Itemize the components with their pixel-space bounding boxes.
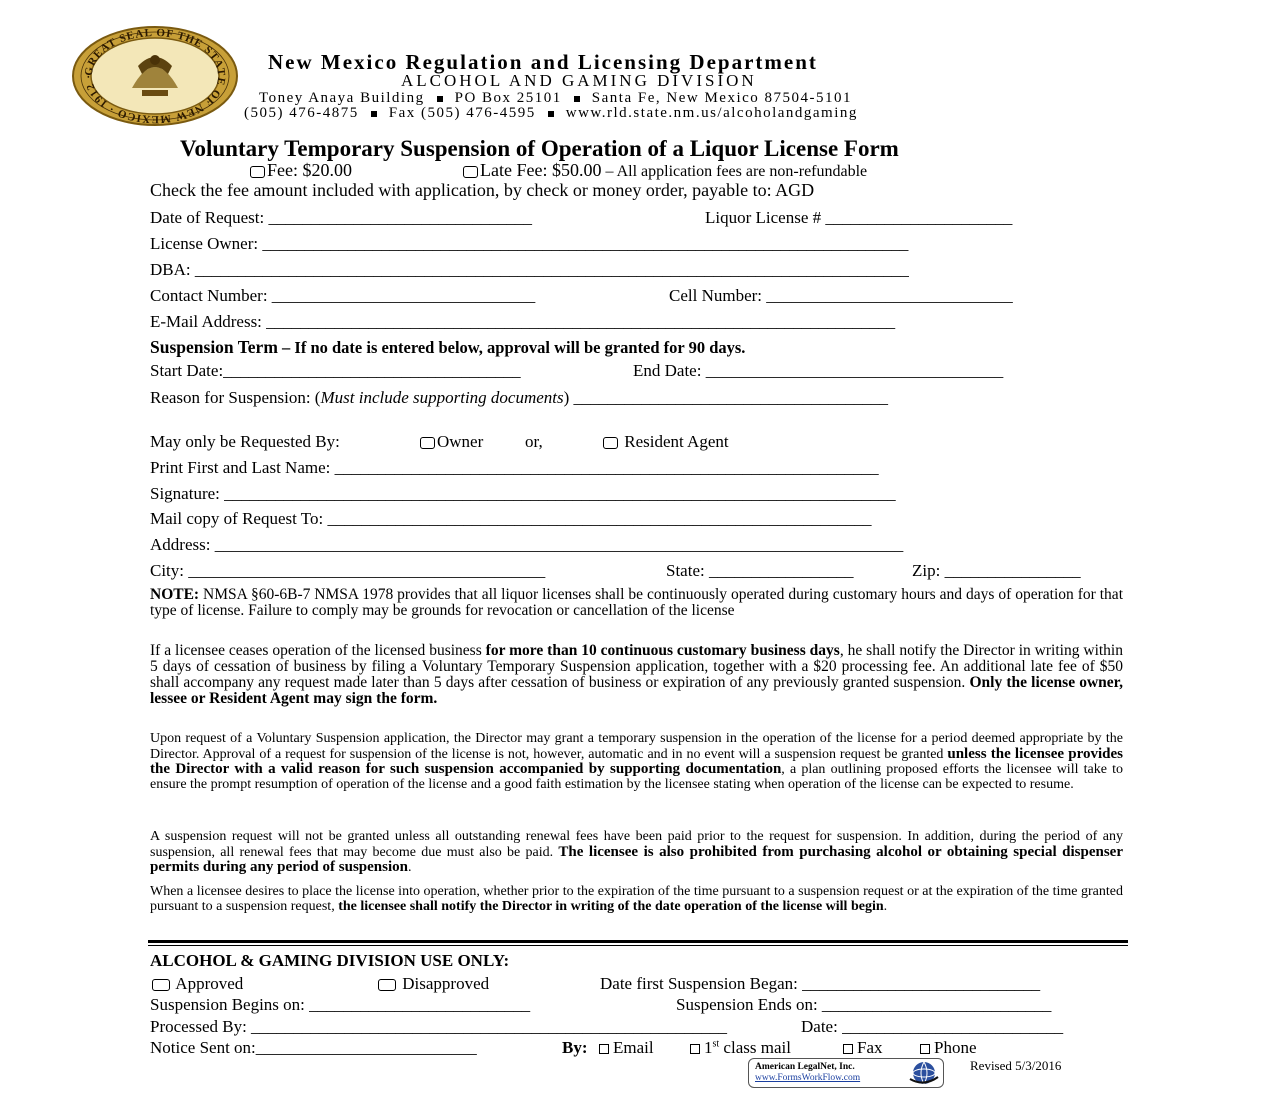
end-date-field[interactable]: End Date: ___________________________________ xyxy=(633,361,1004,380)
section-divider-thin xyxy=(148,945,1128,946)
fee-option[interactable]: Fee: $20.00 xyxy=(250,160,352,181)
dba-field[interactable]: DBA: ____________________________________________________________________________________ xyxy=(150,260,909,279)
address-field[interactable]: Address: _________________________________________________________________________________ xyxy=(150,535,904,554)
disapproved-checkbox[interactable] xyxy=(378,979,396,991)
phone-option[interactable]: Phone xyxy=(920,1038,977,1058)
late-fee-checkbox[interactable] xyxy=(463,166,478,178)
notice-method: By: xyxy=(562,1038,588,1057)
division-name: ALCOHOL AND GAMING DIVISION xyxy=(401,71,757,90)
renewal-fees-paragraph: A suspension request will not be granted unless all outstanding renewal fees have been paid prior to the request for suspension. In addition, during the period of any suspension, all renewal fees that may become due must also be paid. The licensee is also prohibited from purchasing alcohol or obtaining special dispenser permits during any period of suspension. xyxy=(150,829,1123,875)
reason-field[interactable]: Reason for Suspension: (Must include supporting documents) _____________________________________ xyxy=(150,388,889,407)
contact-line: (505) 476-4875 Fax (505) 476-4595 www.rld.state.nm.us/alcoholandgaming xyxy=(244,105,858,121)
license-owner-field[interactable]: License Owner: ____________________________________________________________________________ xyxy=(150,234,909,253)
email-checkbox[interactable] xyxy=(599,1044,609,1054)
phone-checkbox[interactable] xyxy=(920,1044,930,1054)
disapproved-option[interactable]: Disapproved xyxy=(378,974,489,994)
cell-number-field[interactable]: Cell Number: _____________________________ xyxy=(669,286,1013,305)
zip-field[interactable]: Zip: ________________ xyxy=(912,561,1081,580)
state-field[interactable]: State: _________________ xyxy=(666,561,854,580)
suspension-ends-field[interactable]: Suspension Ends on: ___________________________ xyxy=(676,995,1052,1014)
cessation-paragraph: If a licensee ceases operation of the licensed business for more than 10 continuous customary business days, he shall notify the Director in writing within 5 days of cessation of business by filing a Voluntary Temporary Suspension application, together with a $20 processing fee. An additional late fee of $50 shall accompany any request made later than 5 days after cessation of business or expiration of any previously granted suspension. Only the license owner, lessee or Resident Agent may sign the form. xyxy=(150,642,1123,707)
print-name-field[interactable]: Print First and Last Name: ________________________________________________________________ xyxy=(150,458,879,477)
office-use-heading: ALCOHOL & GAMING DIVISION USE ONLY: xyxy=(150,951,510,970)
approval-paragraph: Upon request of a Voluntary Suspension application, the Director may grant a temporary suspension in the operation of the license for a period deemed appropriate by the Director. Approval of a request for suspension of the license is not, however, automatic and in no event will a suspension request be granted unless the licensee provides the Director with a valid reason for such suspension accompanied by supporting documentation, a plan outlining proposed efforts the licensee will take to ensure the prompt resumption of operation of the license and a good faith estimation by the licensee stating when operation of the license can be expected to resume. xyxy=(150,731,1123,792)
fax-checkbox[interactable] xyxy=(843,1044,853,1054)
legalnet-logo[interactable]: American LegalNet, Inc. www.FormsWorkFlow.com xyxy=(748,1058,944,1088)
seal-lettering: GREAT SEAL OF THE STATE OF NEW MEXICO · 1912 · xyxy=(82,26,228,126)
department-name: New Mexico Regulation and Licensing Department xyxy=(268,50,818,74)
approved-option[interactable]: Approved xyxy=(152,974,243,994)
signature-field[interactable]: Signature: _______________________________________________________________________________ xyxy=(150,484,896,503)
fax-option[interactable]: Fax xyxy=(843,1038,883,1058)
email-option[interactable]: Email xyxy=(599,1038,654,1058)
revised-date: Revised 5/3/2016 xyxy=(970,1058,1062,1073)
date-first-suspension-field[interactable]: Date first Suspension Began: ____________________________ xyxy=(600,974,1041,993)
email-field[interactable]: E-Mail Address: __________________________________________________________________________ xyxy=(150,312,896,331)
requested-by: May only be Requested By: xyxy=(150,432,340,451)
resident-agent-checkbox[interactable] xyxy=(603,437,618,449)
suspension-term: Suspension Term – If no date is entered below, approval will be granted for 90 days. xyxy=(150,337,746,357)
notice-sent-field[interactable]: Notice Sent on:__________________________ xyxy=(150,1038,477,1057)
section-divider xyxy=(148,940,1128,943)
globe-icon xyxy=(907,1060,941,1091)
state-seal xyxy=(72,26,238,126)
approved-checkbox[interactable] xyxy=(152,979,170,991)
fee-checkbox[interactable] xyxy=(250,166,265,178)
resume-paragraph: When a licensee desires to place the license into operation, whether prior to the expiration of the time pursuant to a suspension request or at the expiration of the time granted pursuant to a suspension request, the licensee shall notify the Director in writing of the date operation of the license will begin. xyxy=(150,884,1123,914)
owner-checkbox[interactable] xyxy=(420,437,435,449)
resident-agent-option[interactable]: Resident Agent xyxy=(603,432,729,452)
legalnet-link[interactable]: www.FormsWorkFlow.com xyxy=(755,1073,861,1083)
contact-number-field[interactable]: Contact Number: _______________________________ xyxy=(150,286,536,305)
processed-date-field[interactable]: Date: __________________________ xyxy=(801,1017,1064,1036)
address-line: Toney Anaya Building PO Box 25101 Santa Fe, New Mexico 87504-5101 xyxy=(259,90,853,106)
date-of-request-field[interactable]: Date of Request: _______________________________ xyxy=(150,208,532,227)
fee-instruction: Check the fee amount included with application, by check or money order, payable to: AGD xyxy=(150,180,815,200)
note-paragraph: NOTE: NMSA §60-6B-7 NMSA 1978 provides that all liquor licenses shall be continuously operated during customary hours and days of operation for that type of license. Failure to comply may be grounds for revocation or cancellation of the license xyxy=(150,586,1123,619)
processed-by-field[interactable]: Processed By: ________________________________________________________ xyxy=(150,1017,728,1036)
city-field[interactable]: City: __________________________________________ xyxy=(150,561,546,580)
mail-checkbox[interactable] xyxy=(690,1044,700,1054)
owner-option[interactable]: Owner xyxy=(420,432,483,452)
start-date-field[interactable]: Start Date:___________________________________ xyxy=(150,361,521,380)
first-class-mail-option[interactable]: 1st class mail xyxy=(690,1038,791,1058)
mail-copy-field[interactable]: Mail copy of Request To: ________________________________________________________________ xyxy=(150,509,872,528)
form-title: Voluntary Temporary Suspension of Operation of a Liquor License Form xyxy=(180,136,899,161)
late-fee-option[interactable]: Late Fee: $50.00 – All application fees are non-refundable xyxy=(463,160,867,181)
suspension-begins-field[interactable]: Suspension Begins on: __________________________ xyxy=(150,995,531,1014)
or-label: or, xyxy=(525,432,543,451)
liquor-license-field[interactable]: Liquor License # ______________________ xyxy=(705,208,1013,227)
